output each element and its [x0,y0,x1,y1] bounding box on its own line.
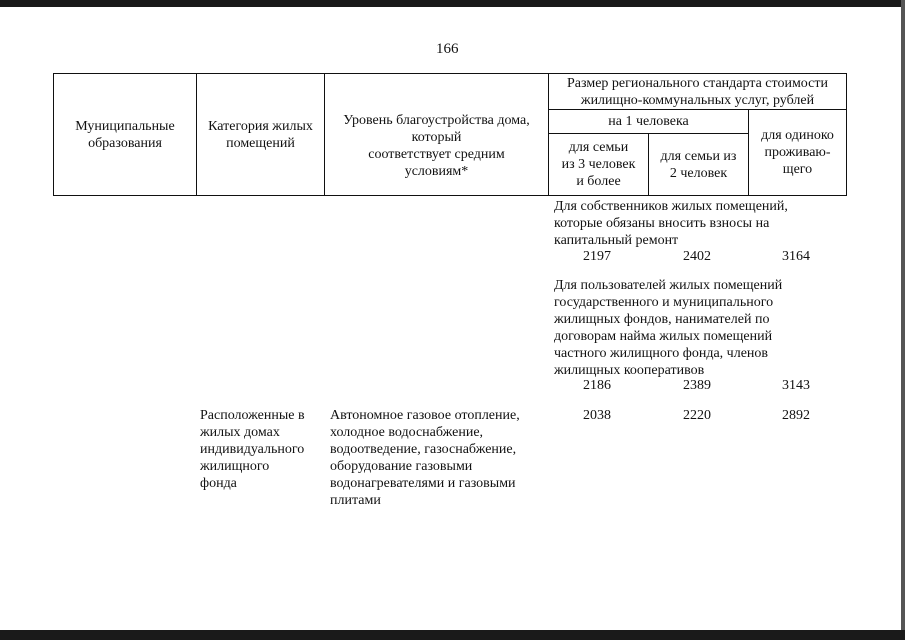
section-caption: Для собственников жилых помещений, которые обязаны вносить взносы на капитальный ремонт [554,199,788,248]
scan-top-border [0,0,905,7]
value-family-3: 2186 [583,378,611,393]
value-single: 3164 [782,249,810,264]
header-vline-7 [846,73,847,196]
value-single: 3143 [782,378,810,393]
row-category: Расположенные в жилых домах индивидуального жилищного фонда [200,408,305,491]
page-number: 166 [436,41,459,57]
value-single: 2892 [782,408,810,423]
header-bottom-line [53,195,847,196]
header-per-person: на 1 человека [608,114,689,129]
section-caption: Для пользователей жилых помещений государственного и муниципального жилищных фондов, нанимателей по договорам найма жилых помещений частного жилищного фонда, членов жилищных кооперативов [554,278,783,378]
header-standard: Размер регионального стандарта стоимости жилищно-коммунальных услуг, рублей [567,75,828,108]
header-category: Категория жилых помещений [208,118,313,151]
value-family-2: 2220 [683,408,711,423]
value-family-2: 2389 [683,378,711,393]
value-family-2: 2402 [683,249,711,264]
scan-right-border [901,0,905,640]
scan-bottom-border [0,630,905,640]
header-single: для одиноко проживаю- щего [761,128,834,177]
value-family-3: 2038 [583,408,611,423]
header-municipal: Муниципальные образования [75,118,175,151]
row-level: Автономное газовое отопление, холодное водоснабжение, водоотведение, газоснабжение, оборудование газовыми водонагревателями и газовыми плитами [330,408,520,508]
value-family-3: 2197 [583,249,611,264]
header-family-2: для семьи из 2 человек [660,148,737,181]
header-level: Уровень благоустройства дома, который соответствует средним условиям* [343,112,530,179]
header-family-3: для семьи из 3 человек и более [561,140,636,189]
